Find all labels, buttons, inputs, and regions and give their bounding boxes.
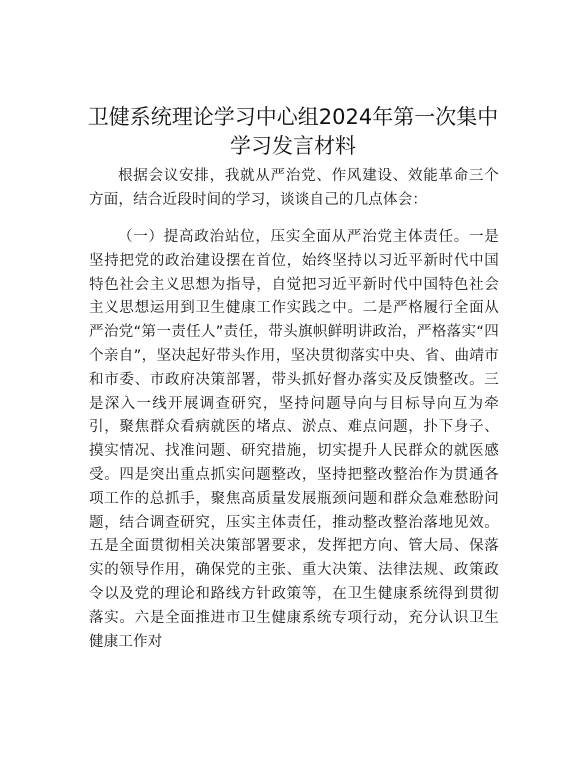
body-paragraph-section-one: （一）提高政治站位，压实全面从严治党主体责任。一是坚持把党的政治建设摆在首位，始终坚持以习近平新时代中国特色社会主义思想为指导，自觉把习近平新时代中国特色社会主义思想运用到卫生健康工作实践之中。二是严格履行全面从严治党“第一责任人”责任，带头旗帜鲜明讲政治，严格落实“四个亲自”，坚决起好带头作用，坚决贯彻落实中央、省、曲靖市和市委、市政府决策部署，带头抓好督办落实及反馈整改。三是深入一线开展调查研究，坚持问题导向与目标导向互为牵引，聚焦群众看病就医的堵点、淤点、难点问题，扑下身子、摸实情况、找准问题、研究措施，切实提升人民群众的就医感受。四是突出重点抓实问题整改，坚持把整改整治作为贯通各项工作的总抓手，聚焦高质量发展瓶颈问题和群众急难愁盼问题，结合调查研究，压实主体责任，推动整改整治落地见效。五是全面贯彻相关决策部署要求，发挥把方向、管大局、保落实的领导作用，确保党的主张、重大决策、法律法规、政策政令以及党的理论和路线方针政策等，在卫生健康系统得到贯彻落实。六是全面推进市卫生健康系统专项行动，充分认识卫生健康工作对: [89, 229, 499, 650]
body-paragraph-intro: 根据会议安排，我就从严治党、作风建设、效能革命三个方面，结合近段时间的学习，谈谈自己的几点体会：: [89, 168, 499, 208]
document-title: 卫健系统理论学习中心组2024年第一次集中学习发言材料: [87, 105, 499, 158]
